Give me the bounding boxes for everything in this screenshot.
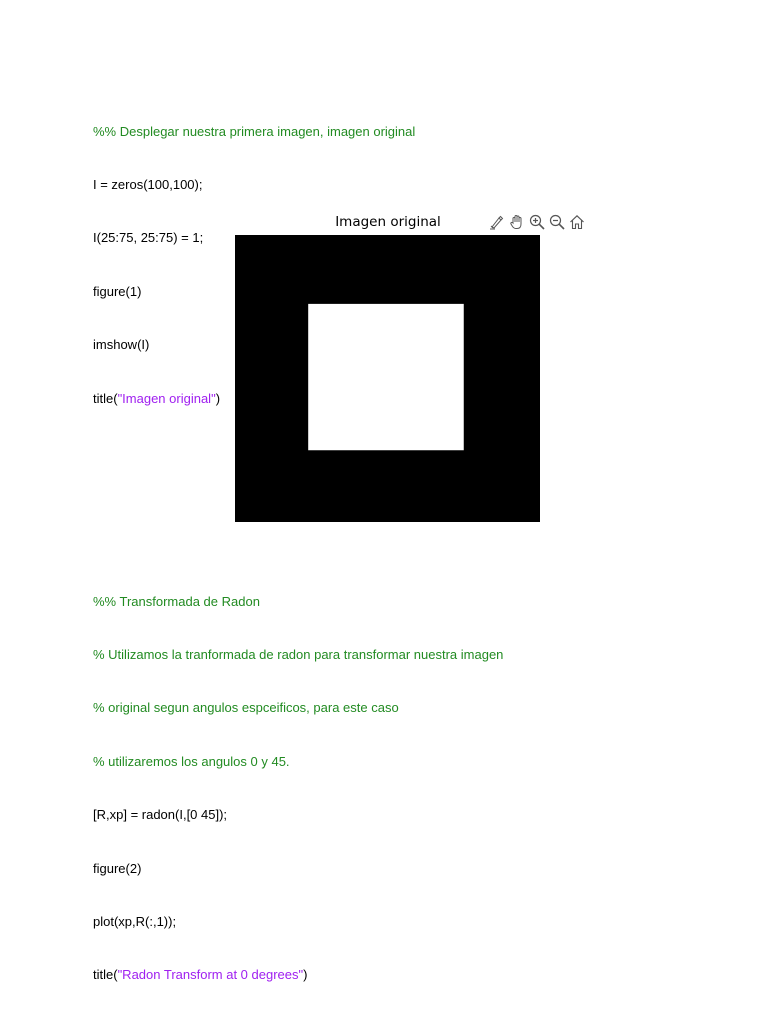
code-string: "Radon Transform at 0 degrees" <box>117 967 304 983</box>
home-icon[interactable] <box>567 212 586 232</box>
code-comment: %% Transformada de Radon <box>93 593 260 609</box>
code-line: plot(xp,R(:,1)); <box>93 913 177 929</box>
axes-toolbar <box>487 212 586 232</box>
code-text: title( <box>93 967 118 983</box>
code-text: title( <box>93 390 118 406</box>
zoom-in-icon[interactable] <box>527 212 546 232</box>
code-string: "Imagen original" <box>117 390 216 406</box>
code-line: I = zeros(100,100); <box>93 176 203 192</box>
code-comment: % Utilizamos la tranformada de radon para transformar nuestra imagen <box>93 646 504 662</box>
image-display <box>235 235 540 522</box>
code-comment: % utilizaremos los angulos 0 y 45. <box>93 753 290 769</box>
code-line: figure(2) <box>93 860 142 876</box>
code-text: ) <box>215 390 221 406</box>
code-line: figure(1) <box>93 283 142 299</box>
code-comment: % original segun angulos espceificos, para este caso <box>93 700 399 716</box>
code-line: I(25:75, 25:75) = 1; <box>93 230 204 246</box>
figure-1 <box>234 210 584 525</box>
pan-hand-icon[interactable] <box>507 212 526 232</box>
code-line: imshow(I) <box>93 337 150 353</box>
brush-icon[interactable] <box>487 212 506 232</box>
code-section-2 <box>93 557 503 1002</box>
code-line-title <box>93 966 503 984</box>
binary-image <box>235 235 540 522</box>
white-square <box>308 304 464 450</box>
code-text: ) <box>303 967 308 983</box>
code-line: [R,xp] = radon(I,[0 45]); <box>93 807 228 823</box>
zoom-out-icon[interactable] <box>547 212 566 232</box>
code-comment: %% Desplegar nuestra primera imagen, imagen original <box>93 123 416 139</box>
figure-title: Imagen original <box>335 214 441 230</box>
